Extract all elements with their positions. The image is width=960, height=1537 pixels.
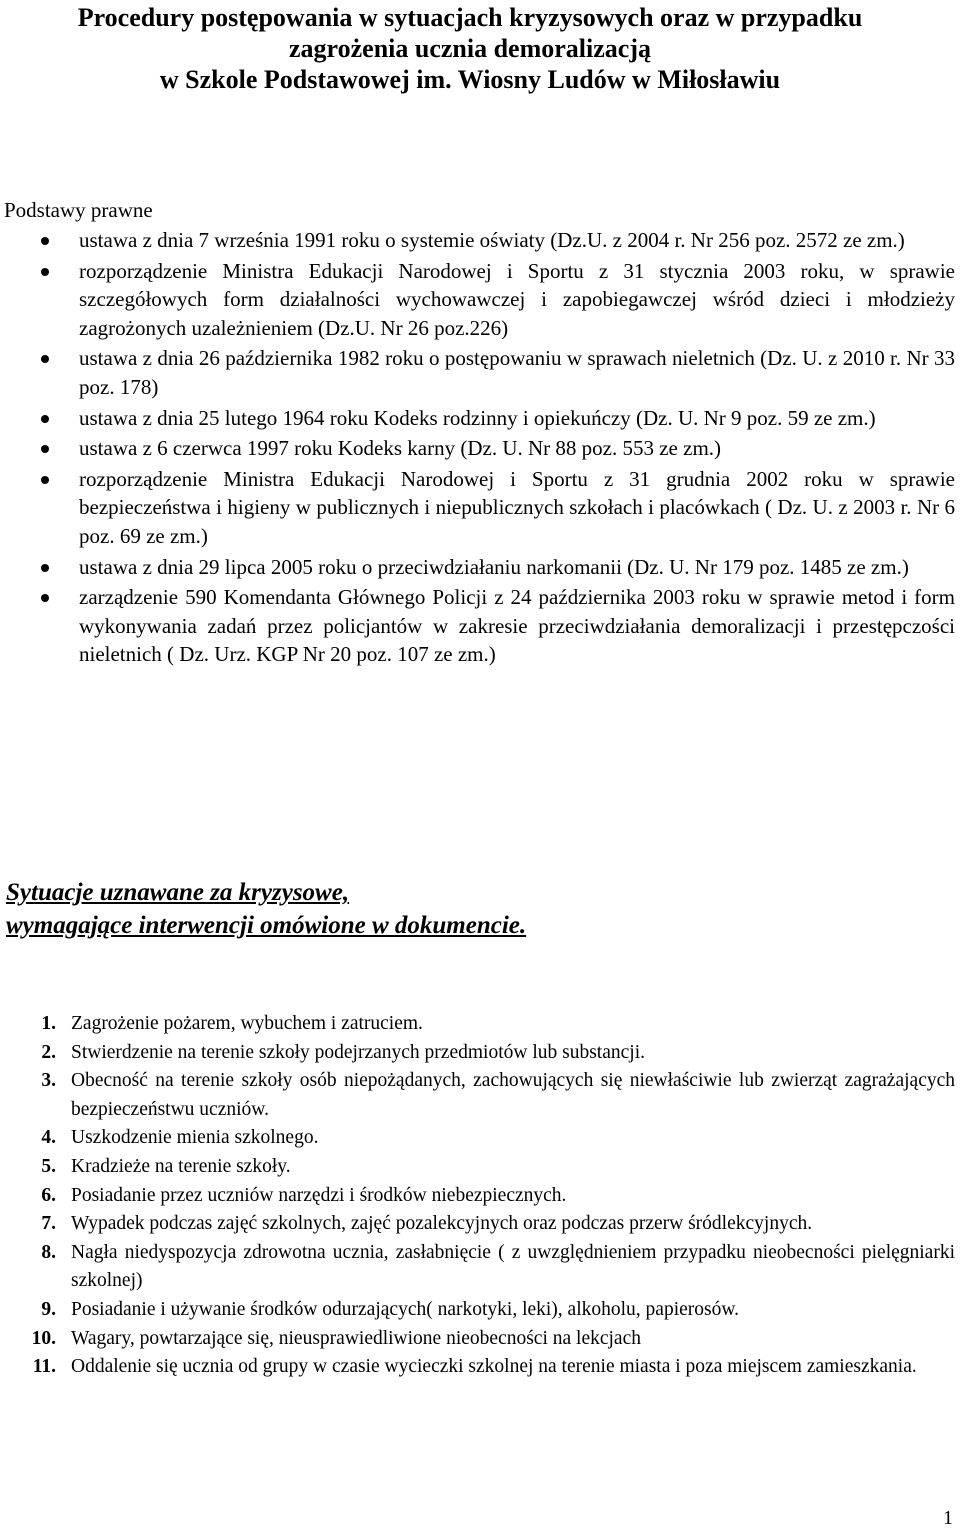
crisis-section-heading — [6, 876, 526, 942]
legal-basis-text: rozporządzenie Ministra Edukacji Narodowej i Sportu z 31 stycznia 2003 roku, w sprawie szczegółowych form działalności wychowawczej i zapobiegawczej wśród dzieci i młodzieży zagrożonych uzależnieniem (Dz.U. Nr 26 poz.226) — [79, 258, 955, 340]
crisis-item — [0, 1010, 960, 1039]
crisis-item-text: Wypadek podczas zajęć szkolnych, zajęć pozalekcyjnych oraz podczas przerw śródlekcyjnych. — [71, 1213, 813, 1235]
crisis-item — [0, 1067, 960, 1124]
crisis-item-number: 11. — [32, 1356, 56, 1378]
legal-basis-item — [0, 553, 960, 582]
crisis-item-text: Posiadanie i używanie środków odurzających( narkotyki, leki), alkoholu, papierosów. — [71, 1298, 740, 1320]
crisis-item-text: Zagrożenie pożarem, wybuchem i zatruciem. — [71, 1013, 423, 1034]
bullet-icon — [41, 237, 49, 245]
legal-basis-text: ustawa z dnia 7 września 1991 roku o systemie oświaty (Dz.U. z 2004 r. Nr 256 poz. 2572 ze zm.) — [79, 228, 905, 252]
legal-basis-item — [0, 465, 960, 551]
legal-basis-list — [0, 226, 960, 671]
bullet-icon — [41, 564, 49, 572]
crisis-item-number: 7. — [41, 1213, 56, 1235]
crisis-heading-line-1: Sytuacje uznawane za kryzysowe, — [6, 879, 350, 906]
crisis-item-number: 10. — [31, 1327, 56, 1349]
crisis-item — [0, 1353, 960, 1382]
crisis-item-text: Nagła niedyspozycja zdrowotna ucznia, zasłabnięcie ( z uwzględnieniem przypadku nieobecności pielęgniarki szkolnej) — [71, 1241, 955, 1292]
crisis-item-text: Posiadanie przez uczniów narzędzi i środków niebezpiecznych. — [71, 1184, 567, 1206]
legal-basis-heading: Podstawy prawne — [4, 198, 153, 222]
crisis-item — [0, 1153, 960, 1182]
crisis-situations-list — [0, 1010, 960, 1382]
legal-basis-item — [0, 257, 960, 343]
title-line-3: w Szkole Podstawowej im. Wiosny Ludów w Miłosławiu — [159, 65, 781, 94]
crisis-item-number: 2. — [41, 1041, 56, 1063]
legal-basis-text: ustawa z 6 czerwca 1997 roku Kodeks karny (Dz. U. Nr 88 poz. 553 ze zm.) — [79, 436, 722, 461]
document-title — [20, 2, 920, 95]
crisis-item — [0, 1239, 960, 1296]
crisis-item-text: Stwierdzenie na terenie szkoły podejrzanych przedmiotów lub substancji. — [71, 1041, 645, 1063]
crisis-item-text: Obecność na terenie szkoły osób niepożądanych, zachowujących się niewłaściwie lub zwierząt zagrażających bezpieczeństwu uczniów. — [71, 1070, 955, 1120]
title-line-1: Procedury postępowania w sytuacjach kryzysowych oraz w przypadku — [77, 3, 863, 32]
bullet-icon — [41, 268, 49, 276]
crisis-item-number: 1. — [41, 1013, 56, 1034]
title-line-2: zagrożenia ucznia demoralizacją — [289, 34, 651, 63]
crisis-item-text: Uszkodzenie mienia szkolnego. — [71, 1127, 319, 1149]
crisis-item-text: Wagary, powtarzające się, nieusprawiedliwione nieobecności na lekcjach — [71, 1327, 641, 1349]
crisis-item — [0, 1124, 960, 1153]
crisis-item — [0, 1296, 960, 1325]
legal-basis-item — [0, 404, 960, 433]
crisis-item-text: Kradzieże na terenie szkoły. — [71, 1155, 291, 1177]
crisis-item-number: 6. — [41, 1184, 56, 1206]
legal-basis-text: zarządzenie 590 Komendanta Głównego Policji z 24 października 2003 roku w sprawie metod i form wykonywania zadań przez policjantów w zakresie przeciwdziałania demoralizacji i przestępczości nieletnich ( Dz. Urz. KGP Nr 20 poz. 107 ze zm.) — [79, 585, 955, 667]
crisis-item — [0, 1325, 960, 1354]
legal-basis-item — [0, 344, 960, 401]
legal-basis-text: ustawa z dnia 25 lutego 1964 roku Kodeks rodzinny i opiekuńczy (Dz. U. Nr 9 poz. 59 ze zm.) — [79, 405, 876, 430]
legal-basis-item — [0, 434, 960, 463]
bullet-icon — [41, 355, 49, 363]
bullet-icon — [41, 594, 49, 602]
legal-basis-item — [0, 226, 960, 255]
crisis-heading-line-2: wymagające interwencji omówione w dokumencie. — [6, 912, 527, 939]
legal-basis-item — [0, 583, 960, 669]
bullet-icon — [41, 445, 49, 453]
crisis-item-number: 3. — [41, 1070, 56, 1092]
legal-basis-text: rozporządzenie Ministra Edukacji Narodowej i Sportu z 31 grudnia 2002 roku w sprawie bezpieczeństwa i higieny w publicznych i niepublicznych szkołach i placówkach ( Dz. U. z 2003 r. Nr 6 poz. 69 ze zm.) — [79, 466, 955, 548]
legal-basis-text: ustawa z dnia 29 lipca 2005 roku o przeciwdziałaniu narkomanii (Dz. U. Nr 179 poz. 1485 ze zm.) — [79, 554, 909, 579]
crisis-item-number: 5. — [41, 1155, 56, 1177]
legal-basis-text: ustawa z dnia 26 października 1982 roku o postępowaniu w sprawach nieletnich (Dz. U. z 2010 r. Nr 33 poz. 178) — [79, 346, 955, 399]
crisis-item-text: Oddalenie się ucznia od grupy w czasie wycieczki szkolnej na terenie miasta i poza miejscem zamieszkania. — [71, 1356, 917, 1378]
bullet-icon — [41, 415, 49, 423]
bullet-icon — [41, 476, 49, 484]
page-number: 1 — [943, 1507, 953, 1529]
crisis-item-number: 9. — [41, 1298, 56, 1320]
crisis-item — [0, 1210, 960, 1239]
crisis-item — [0, 1039, 960, 1068]
crisis-item — [0, 1182, 960, 1211]
crisis-item-number: 8. — [41, 1241, 56, 1263]
crisis-item-number: 4. — [41, 1127, 56, 1149]
